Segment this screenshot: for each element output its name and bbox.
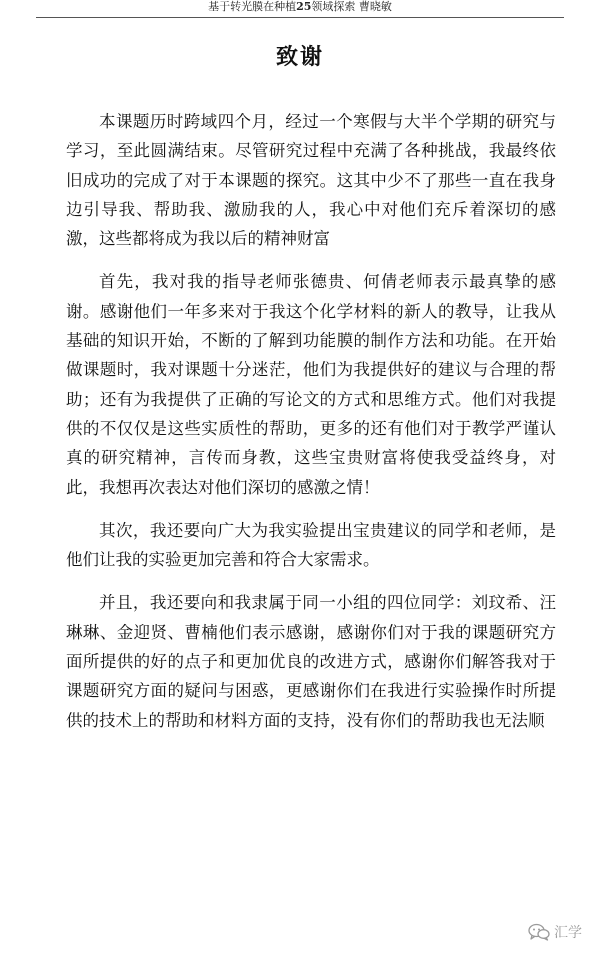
wechat-icon: [528, 923, 550, 941]
paragraph: 并且，我还要向和我隶属于同一小组的四位同学：刘玟希、汪琳琳、金迎贤、曹楠他们表示感谢，感谢你们对于我的课题研究方面所提供的好的点子和更加优良的改进方式，感谢你们解答我对于课题研究方面的疑问与困惑，更感谢你们在我进行实验操作时所提供的技术上的帮助和材料方面的支持，没有你们的帮助我也无法顺: [66, 593, 556, 730]
page-title: 致谢: [275, 44, 324, 70]
header-title-part2: 领域探索 曹晓敏: [311, 0, 392, 13]
acknowledgement-body: [66, 107, 556, 749]
watermark: [528, 921, 582, 943]
paragraph: 其次，我还要向广大为我实验提出宝贵建议的同学和老师，是他们让我的实验更加完善和符合大家需求。: [66, 520, 556, 570]
paragraph: 本课题历时跨域四个月，经过一个寒假与大半个学期的研究与学习，至此圆满结束。尽管研究过程中充满了各种挑战，我最终依旧成功的完成了对于本课题的探究。这其中少不了那些一直在我身边引导我、帮助我、激励我的人，我心中对他们充斥着深切的感激，这些都将成为我以后的精神财富: [66, 112, 556, 249]
watermark-label: 汇学: [554, 925, 582, 941]
running-header: [36, 0, 564, 18]
header-title-part1: 基于转光膜在种植: [208, 0, 297, 13]
page-number: 25: [296, 0, 312, 13]
paragraph: 首先，我对我的指导老师张德贵、何倩老师表示最真挚的感谢。感谢他们一年多来对于我这个化学材料的新人的教导，让我从基础的知识开始，不断的了解到功能膜的制作方法和功能。在开始做课题时，我对课题十分迷茫，他们为我提供好的建议与合理的帮助；还有为我提供了正确的写论文的方式和思维方式。他们对我提供的不仅仅是这些实质性的帮助，更多的还有他们对于教学严谨认真的研究精神，言传而身教，这些宝贵财富将使我受益终身，对此，我想再次表达对他们深切的感激之情！: [66, 272, 556, 497]
